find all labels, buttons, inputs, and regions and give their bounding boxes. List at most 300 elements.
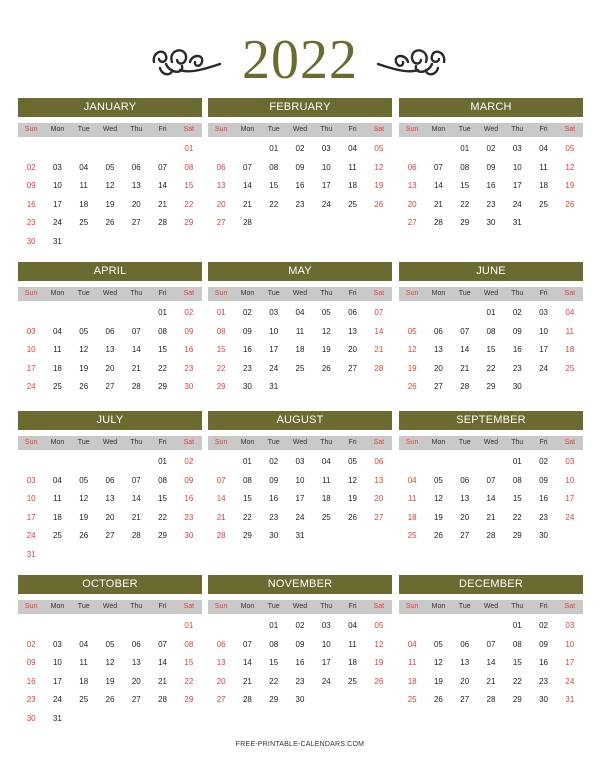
day-cell: 02 — [539, 621, 548, 630]
day-cell: 10 — [295, 475, 305, 485]
day-cell: 06 — [374, 457, 384, 466]
day-cell: 26 — [374, 676, 384, 686]
day-cell: 27 — [131, 695, 141, 705]
day-cell: 03 — [565, 621, 575, 630]
day-cell: 13 — [374, 475, 384, 485]
day-grid — [18, 140, 202, 252]
weekday-label: Wed — [102, 439, 118, 446]
day-cell: 14 — [216, 494, 226, 504]
day-cell: 30 — [26, 713, 36, 723]
day-cell: 21 — [460, 363, 470, 373]
day-cell: 27 — [374, 512, 384, 522]
day-cell: 18 — [52, 363, 62, 373]
day-cell: 08 — [184, 639, 194, 649]
day-cell: 30 — [26, 236, 36, 246]
day-cell: 21 — [242, 676, 252, 686]
day-cell: 05 — [105, 639, 115, 649]
month-9 — [399, 411, 583, 546]
day-cell: 18 — [407, 676, 417, 686]
day-cell: 29 — [158, 531, 167, 541]
weekday-header — [399, 123, 583, 137]
day-cell: 06 — [460, 475, 470, 485]
weekday-header — [399, 436, 583, 450]
month-title: JULY — [18, 411, 202, 430]
day-cell: 14 — [242, 658, 252, 668]
day-cell: 03 — [52, 639, 62, 649]
day-cell: 13 — [216, 181, 226, 191]
day-cell: 28 — [242, 695, 252, 705]
weekday-label: Mon — [50, 290, 65, 297]
day-cell: 18 — [79, 199, 89, 209]
day-cell: 29 — [184, 695, 194, 705]
day-cell: 17 — [269, 345, 279, 355]
weekday-label: Tue — [267, 290, 280, 297]
day-cell: 23 — [539, 676, 548, 686]
day-cell: 09 — [26, 181, 36, 191]
day-cell: 15 — [269, 658, 279, 668]
day-cell: 01 — [158, 457, 167, 466]
day-cell: 27 — [460, 531, 470, 541]
day-cell: 08 — [512, 639, 522, 649]
day-cell: 22 — [512, 676, 522, 686]
blank-cell — [399, 617, 425, 636]
day-cell: 05 — [79, 475, 89, 485]
day-cell: 08 — [512, 475, 522, 485]
weekday-label: Thu — [320, 603, 333, 610]
month-title: FEBRUARY — [208, 98, 392, 117]
day-cell: 01 — [269, 621, 279, 630]
blank-cell — [452, 617, 478, 636]
month-3 — [399, 98, 583, 233]
weekday-label: Sat — [183, 439, 195, 446]
day-cell: 10 — [52, 181, 62, 191]
day-cell: 26 — [433, 531, 443, 541]
day-cell: 17 — [512, 181, 522, 191]
day-cell: 07 — [131, 475, 141, 485]
day-cell: 05 — [105, 162, 115, 172]
day-cell: 25 — [348, 676, 357, 686]
day-cell: 11 — [295, 326, 305, 336]
day-cell: 07 — [433, 162, 443, 172]
day-cell: 15 — [158, 345, 167, 355]
day-cell: 07 — [216, 475, 226, 485]
day-cell: 15 — [512, 658, 522, 668]
blank-cell — [478, 617, 504, 636]
day-cell: 04 — [407, 639, 417, 649]
day-cell: 24 — [26, 531, 36, 541]
year-title: 2022 — [242, 29, 358, 91]
day-cell: 03 — [539, 308, 548, 317]
day-cell: 16 — [512, 345, 522, 355]
weekday-label: Fri — [348, 439, 357, 446]
blank-cell — [18, 140, 44, 159]
day-cell: 22 — [269, 676, 279, 686]
blank-cell — [425, 617, 451, 636]
day-cell: 26 — [565, 199, 575, 209]
weekday-label: Fri — [539, 290, 548, 297]
day-cell: 08 — [158, 475, 167, 485]
day-cell: 20 — [433, 363, 443, 373]
day-cell: 12 — [348, 475, 357, 485]
day-cell: 27 — [216, 695, 226, 705]
day-cell: 27 — [105, 531, 115, 541]
day-grid — [208, 617, 392, 710]
weekday-header — [208, 123, 392, 137]
day-cell: 31 — [269, 382, 279, 392]
weekday-label: Sun — [24, 439, 38, 446]
day-cell: 05 — [565, 144, 575, 153]
day-cell: 15 — [269, 181, 279, 191]
day-grid — [208, 453, 392, 546]
day-cell: 04 — [321, 457, 331, 466]
blank-cell — [425, 453, 451, 472]
day-cell: 05 — [79, 326, 89, 336]
weekday-label: Fri — [158, 603, 167, 610]
day-cell: 28 — [460, 382, 470, 392]
weekday-label: Fri — [539, 603, 548, 610]
day-cell: 30 — [539, 695, 548, 705]
day-cell: 16 — [184, 345, 194, 355]
weekday-label: Sat — [183, 126, 195, 133]
weekday-label: Wed — [102, 603, 118, 610]
day-cell: 26 — [407, 382, 417, 392]
day-cell: 02 — [512, 308, 522, 317]
day-cell: 13 — [460, 494, 470, 504]
blank-cell — [208, 453, 234, 472]
weekday-label: Mon — [240, 126, 255, 133]
month-12 — [399, 575, 583, 710]
day-cell: 14 — [486, 658, 496, 668]
day-cell: 31 — [52, 236, 62, 246]
day-cell: 06 — [348, 308, 357, 317]
month-title: DECEMBER — [399, 575, 583, 594]
day-cell: 16 — [295, 181, 305, 191]
day-cell: 26 — [321, 363, 331, 373]
day-grid — [18, 617, 202, 729]
day-cell: 20 — [407, 199, 417, 209]
day-cell: 17 — [52, 199, 62, 209]
day-cell: 09 — [26, 658, 36, 668]
weekday-label: Sat — [373, 126, 385, 133]
day-cell: 10 — [565, 639, 575, 649]
day-cell: 03 — [295, 457, 305, 466]
day-cell: 11 — [407, 658, 417, 668]
day-cell: 03 — [565, 457, 575, 466]
day-cell: 29 — [512, 531, 522, 541]
blank-cell — [71, 304, 97, 323]
day-cell: 22 — [184, 676, 194, 686]
day-cell: 29 — [269, 695, 279, 705]
blank-cell — [234, 140, 260, 159]
blank-cell — [452, 304, 478, 323]
weekday-label: Tue — [458, 126, 471, 133]
day-cell: 30 — [512, 382, 522, 392]
day-cell: 23 — [486, 199, 496, 209]
day-cell: 28 — [158, 695, 167, 705]
day-cell: 10 — [26, 494, 36, 504]
weekday-label: Sat — [564, 290, 576, 297]
day-cell: 02 — [26, 162, 36, 172]
blank-cell — [123, 617, 149, 636]
day-grid — [399, 453, 583, 546]
weekday-label: Mon — [240, 290, 255, 297]
weekday-label: Mon — [50, 603, 65, 610]
month-7 — [18, 411, 202, 565]
day-cell: 29 — [486, 382, 496, 392]
day-cell: 25 — [565, 363, 575, 373]
month-10 — [18, 575, 202, 729]
blank-cell — [478, 453, 504, 472]
day-cell: 06 — [105, 475, 115, 485]
day-cell: 22 — [512, 512, 522, 522]
day-cell: 04 — [52, 475, 62, 485]
day-cell: 13 — [131, 658, 141, 668]
day-cell: 01 — [158, 308, 167, 317]
day-cell: 05 — [348, 457, 357, 466]
weekday-label: Thu — [320, 439, 333, 446]
day-cell: 05 — [374, 621, 384, 630]
weekday-label: Sun — [214, 439, 228, 446]
day-cell: 07 — [158, 639, 167, 649]
day-cell: 02 — [184, 308, 194, 317]
day-cell: 12 — [374, 639, 384, 649]
day-cell: 06 — [433, 326, 443, 336]
day-cell: 19 — [374, 658, 384, 668]
weekday-label: Sat — [373, 290, 385, 297]
weekday-label: Wed — [102, 126, 118, 133]
blank-cell — [425, 304, 451, 323]
day-cell: 14 — [131, 345, 141, 355]
day-cell: 26 — [79, 382, 89, 392]
day-cell: 13 — [348, 326, 357, 336]
blank-cell — [123, 140, 149, 159]
day-cell: 12 — [407, 345, 417, 355]
day-cell: 02 — [269, 457, 279, 466]
day-cell: 22 — [242, 512, 252, 522]
day-grid — [208, 304, 392, 397]
day-cell: 15 — [158, 494, 167, 504]
day-cell: 27 — [407, 218, 417, 228]
weekday-label: Mon — [240, 439, 255, 446]
day-cell: 01 — [512, 457, 522, 466]
weekday-label: Tue — [77, 603, 90, 610]
day-cell: 17 — [565, 494, 575, 504]
weekday-label: Mon — [431, 603, 446, 610]
day-cell: 26 — [79, 531, 89, 541]
day-cell: 12 — [433, 494, 443, 504]
day-cell: 15 — [242, 494, 252, 504]
day-cell: 28 — [486, 695, 496, 705]
day-cell: 07 — [374, 308, 384, 317]
day-cell: 09 — [269, 475, 279, 485]
day-cell: 11 — [348, 639, 357, 649]
day-cell: 27 — [460, 695, 470, 705]
day-cell: 16 — [269, 494, 279, 504]
day-cell: 15 — [512, 494, 522, 504]
day-cell: 12 — [321, 326, 331, 336]
weekday-label: Wed — [483, 603, 499, 610]
weekday-label: Sat — [564, 439, 576, 446]
month-title: NOVEMBER — [208, 575, 392, 594]
day-cell: 16 — [295, 658, 305, 668]
day-cell: 04 — [295, 308, 305, 317]
day-cell: 27 — [216, 218, 226, 228]
day-cell: 01 — [184, 144, 194, 153]
day-cell: 29 — [216, 382, 226, 392]
weekday-label: Wed — [483, 126, 499, 133]
day-cell: 26 — [105, 695, 115, 705]
day-grid — [399, 140, 583, 233]
day-cell: 06 — [131, 639, 141, 649]
blank-cell — [399, 140, 425, 159]
weekday-label: Mon — [50, 439, 65, 446]
weekday-label: Thu — [130, 126, 143, 133]
day-cell: 31 — [26, 549, 36, 559]
day-cell: 20 — [105, 363, 115, 373]
day-cell: 23 — [269, 512, 279, 522]
day-cell: 02 — [26, 639, 36, 649]
day-cell: 25 — [407, 531, 417, 541]
day-cell: 29 — [512, 695, 522, 705]
weekday-label: Sun — [405, 439, 419, 446]
day-cell: 06 — [407, 162, 417, 172]
day-cell: 28 — [433, 218, 443, 228]
day-cell: 06 — [216, 639, 226, 649]
day-grid — [399, 617, 583, 710]
blank-cell — [97, 140, 123, 159]
weekday-label: Wed — [292, 603, 308, 610]
weekday-label: Tue — [458, 439, 471, 446]
day-grid — [399, 304, 583, 397]
day-cell: 18 — [539, 181, 548, 191]
day-cell: 19 — [565, 181, 575, 191]
day-cell: 18 — [565, 345, 575, 355]
day-cell: 02 — [184, 457, 194, 466]
weekday-label: Sun — [24, 603, 38, 610]
day-cell: 13 — [105, 494, 115, 504]
day-cell: 11 — [565, 326, 574, 336]
day-cell: 24 — [321, 676, 331, 686]
weekday-label: Mon — [240, 603, 255, 610]
weekday-label: Thu — [511, 439, 524, 446]
day-cell: 18 — [407, 512, 417, 522]
blank-cell — [44, 617, 70, 636]
day-cell: 13 — [216, 658, 226, 668]
day-cell: 03 — [26, 475, 36, 485]
day-cell: 07 — [158, 162, 167, 172]
day-cell: 21 — [131, 512, 141, 522]
day-grid — [18, 453, 202, 565]
day-cell: 18 — [348, 658, 357, 668]
weekday-label: Sun — [214, 603, 228, 610]
day-cell: 25 — [79, 695, 89, 705]
day-cell: 04 — [539, 144, 548, 153]
day-cell: 19 — [433, 512, 443, 522]
day-cell: 09 — [295, 162, 305, 172]
day-cell: 22 — [216, 363, 226, 373]
day-cell: 24 — [26, 382, 36, 392]
day-cell: 18 — [348, 181, 357, 191]
day-cell: 11 — [348, 162, 357, 172]
day-cell: 26 — [105, 218, 115, 228]
weekday-label: Mon — [431, 290, 446, 297]
day-cell: 17 — [295, 494, 305, 504]
day-cell: 27 — [131, 218, 141, 228]
month-title: APRIL — [18, 262, 202, 281]
weekday-header — [399, 287, 583, 301]
day-cell: 25 — [79, 218, 89, 228]
blank-cell — [18, 617, 44, 636]
month-8 — [208, 411, 392, 546]
day-cell: 04 — [79, 639, 89, 649]
day-cell: 05 — [407, 326, 417, 336]
day-cell: 10 — [26, 345, 36, 355]
day-cell: 20 — [460, 676, 470, 686]
day-cell: 02 — [295, 144, 305, 153]
day-cell: 14 — [433, 181, 443, 191]
day-cell: 20 — [348, 345, 357, 355]
day-cell: 02 — [242, 308, 252, 317]
day-cell: 28 — [486, 531, 496, 541]
day-cell: 04 — [348, 144, 357, 153]
day-cell: 24 — [539, 363, 548, 373]
day-cell: 02 — [539, 457, 548, 466]
day-cell: 09 — [512, 326, 522, 336]
weekday-label: Wed — [483, 290, 499, 297]
day-cell: 08 — [216, 326, 226, 336]
day-cell: 14 — [242, 181, 252, 191]
day-grid — [208, 140, 392, 233]
day-cell: 03 — [269, 308, 279, 317]
weekday-label: Thu — [130, 290, 143, 297]
footer-credit: FREE-PRINTABLE-CALENDARS.COM — [235, 741, 365, 748]
day-cell: 03 — [321, 144, 331, 153]
weekday-label: Fri — [539, 126, 548, 133]
day-cell: 29 — [242, 531, 252, 541]
weekday-label: Sun — [405, 603, 419, 610]
day-cell: 21 — [216, 512, 226, 522]
month-title: MARCH — [399, 98, 583, 117]
blank-cell — [18, 453, 44, 472]
day-cell: 24 — [52, 218, 62, 228]
month-title: SEPTEMBER — [399, 411, 583, 430]
blank-cell — [123, 304, 149, 323]
day-cell: 20 — [216, 199, 226, 209]
day-cell: 25 — [52, 531, 62, 541]
weekday-label: Sat — [373, 439, 385, 446]
day-cell: 08 — [269, 162, 279, 172]
weekday-label: Thu — [320, 126, 333, 133]
day-cell: 23 — [184, 363, 194, 373]
weekday-header — [18, 600, 202, 614]
day-cell: 21 — [158, 676, 167, 686]
weekday-header — [208, 287, 392, 301]
day-cell: 03 — [52, 162, 62, 172]
blank-cell — [71, 140, 97, 159]
weekday-label: Tue — [458, 290, 471, 297]
day-cell: 09 — [295, 639, 305, 649]
day-cell: 26 — [348, 512, 357, 522]
day-cell: 25 — [539, 199, 548, 209]
day-cell: 28 — [131, 531, 141, 541]
day-cell: 25 — [295, 363, 305, 373]
day-cell: 10 — [512, 162, 522, 172]
day-cell: 01 — [512, 621, 522, 630]
day-cell: 04 — [52, 326, 62, 336]
weekday-label: Tue — [77, 290, 90, 297]
day-cell: 30 — [539, 531, 548, 541]
weekday-header — [208, 600, 392, 614]
